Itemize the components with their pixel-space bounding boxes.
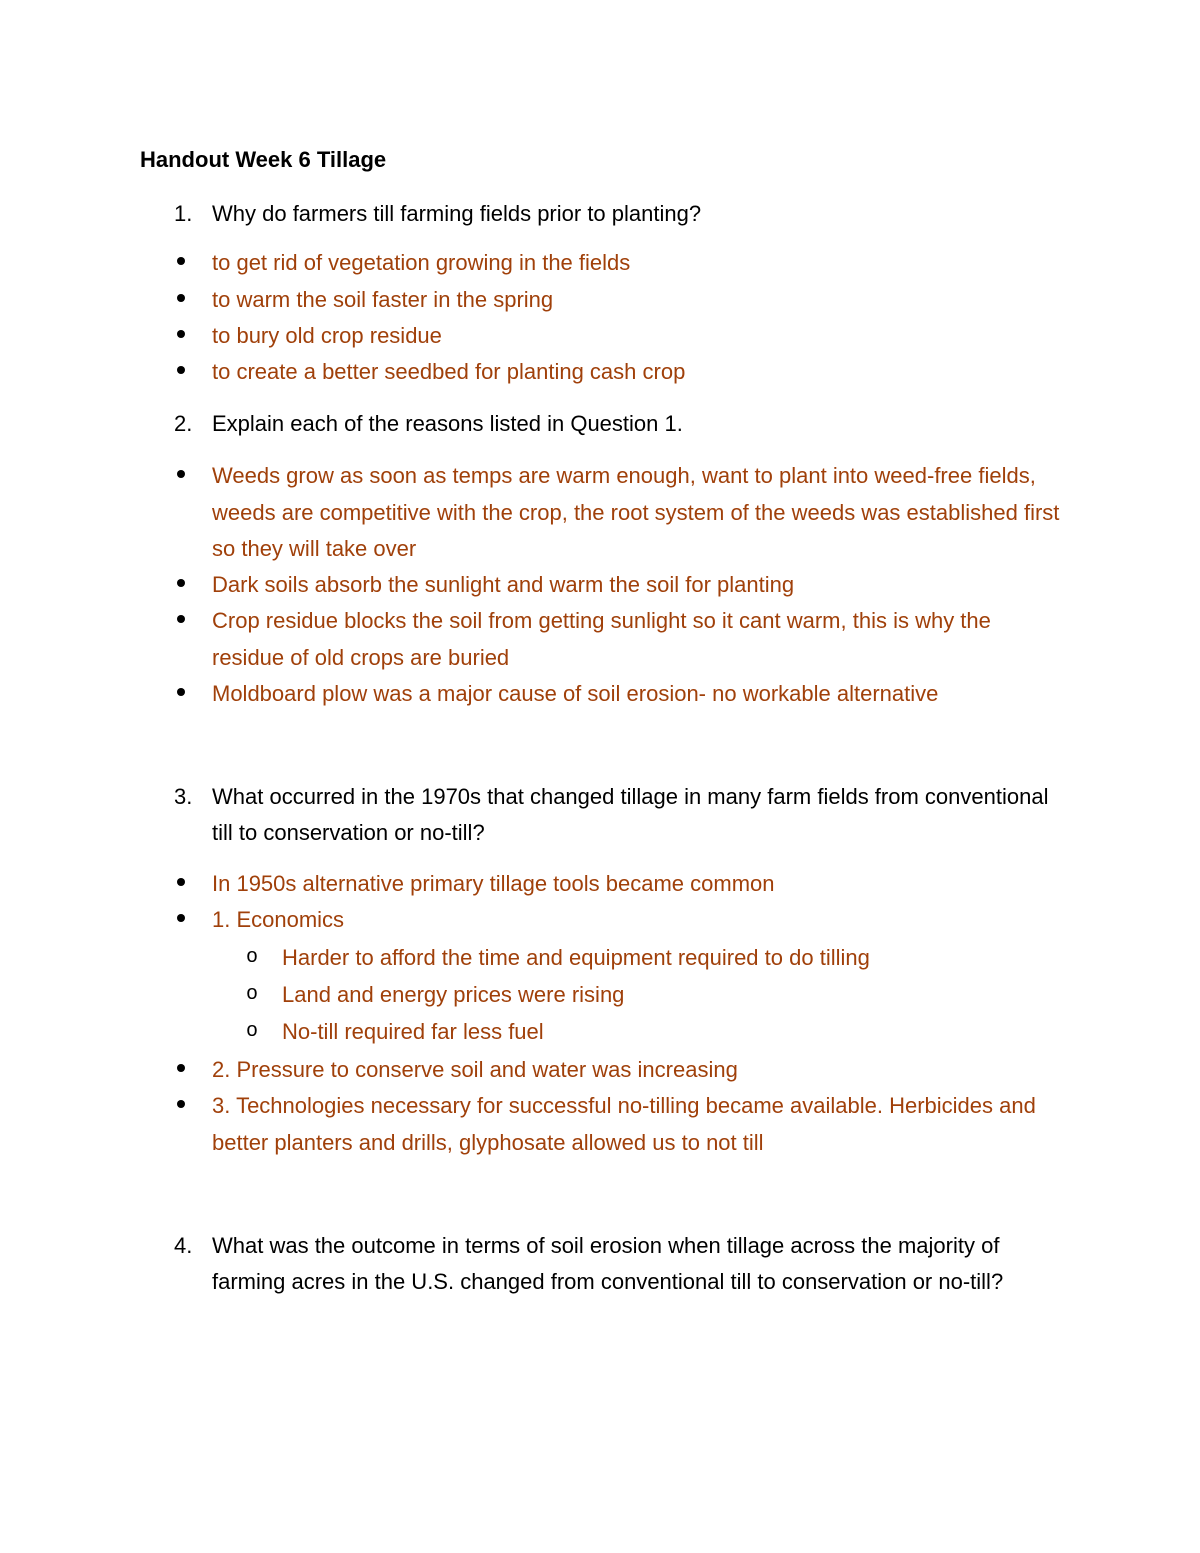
sub-answer-text: Land and energy prices were rising	[282, 982, 625, 1007]
answer-text: In 1950s alternative primary tillage tools became common	[212, 871, 775, 896]
answer-text: to create a better seedbed for planting cash crop	[212, 359, 686, 384]
bullet-icon	[174, 354, 188, 391]
bullet-icon	[174, 603, 188, 640]
page-title: Handout Week 6 Tillage	[140, 147, 387, 172]
bullet-icon	[174, 282, 188, 319]
sub-answer-text: Harder to afford the time and equipment required to do tilling	[282, 945, 870, 970]
bullet-icon	[174, 866, 188, 903]
bullet-icon	[174, 1052, 188, 1089]
sub-answer-text: No-till required far less fuel	[282, 1019, 544, 1044]
question-number: 3.	[174, 784, 193, 809]
answer-text: 2. Pressure to conserve soil and water was increasing	[212, 1057, 738, 1082]
answer-text: Weeds grow as soon as temps are warm enough, want to plant into weed-free fields, weeds are competitive with the crop, the root system of the weeds was established first so they will take over	[212, 463, 1060, 561]
circle-bullet-icon: o	[246, 1020, 259, 1043]
question-text: Why do farmers till farming fields prior to planting?	[212, 201, 702, 226]
bullet-icon	[174, 1088, 188, 1125]
circle-bullet-icon: o	[246, 946, 259, 969]
answer-text: 1. Economics	[212, 907, 345, 932]
bullet-icon	[174, 245, 188, 282]
answer-text: to bury old crop residue	[212, 323, 442, 348]
bullet-icon	[174, 567, 188, 604]
question-text: Explain each of the reasons listed in Question 1.	[212, 411, 683, 436]
question-number: 2.	[174, 411, 193, 436]
question-number: 4.	[174, 1233, 193, 1258]
answer-text: 3. Technologies necessary for successful no-tilling became available. Herbicides and better planters and drills, glyphosate allowed us to not till	[212, 1093, 1036, 1155]
bullet-icon	[174, 676, 188, 713]
bullet-icon	[174, 902, 188, 939]
answer-text: to warm the soil faster in the spring	[212, 287, 554, 312]
circle-bullet-icon: o	[246, 983, 259, 1006]
bullet-icon	[174, 318, 188, 355]
bullet-icon	[174, 458, 188, 495]
answer-text: Moldboard plow was a major cause of soil erosion- no workable alternative	[212, 681, 939, 706]
answer-text: Dark soils absorb the sunlight and warm the soil for planting	[212, 572, 795, 597]
question-number: 1.	[174, 201, 193, 226]
question-text: What occurred in the 1970s that changed tillage in many farm fields from conventional till to conservation or no-till?	[212, 784, 1049, 845]
answer-text: to get rid of vegetation growing in the fields	[212, 250, 631, 275]
question-text: What was the outcome in terms of soil erosion when tillage across the majority of farming acres in the U.S. changed from conventional till to conservation or no-till?	[212, 1233, 1004, 1294]
answer-text: Crop residue blocks the soil from getting sunlight so it cant warm, this is why the residue of old crops are buried	[212, 608, 991, 670]
